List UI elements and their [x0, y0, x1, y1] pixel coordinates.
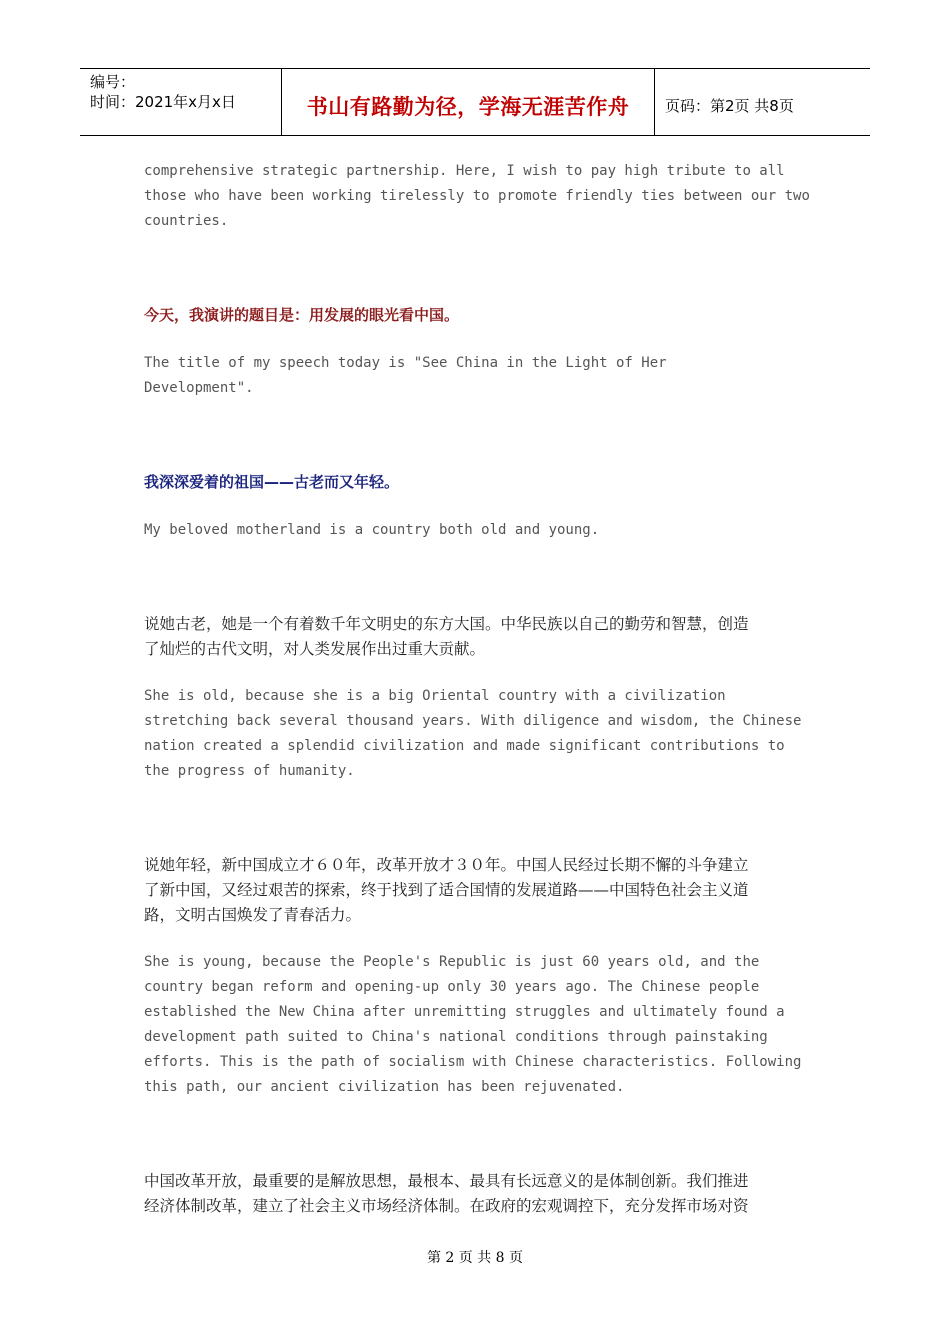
serial-number-label: 编号： [90, 73, 136, 91]
paragraph-en-1: comprehensive strategic partnership. Here, I wish to pay high tribute to all those who have been working tirelessly to promote friendly ties between our two countries. [144, 163, 810, 229]
paragraph-en-speech-title: The title of my speech today is "See China in the Light of Her Development". [144, 355, 667, 396]
paragraph-zh-reform: 中国改革开放，最重要的是解放思想，最根本、最具有长远意义的是体制创新。我们推进 经济体制改革，建立了社会主义市场经济体制。在政府的宏观调控下，充分发挥市场对资 [144, 1172, 749, 1215]
paragraph-zh-old: 说她古老，她是一个有着数千年文明史的东方大国。中华民族以自己的勤劳和智慧，创造 了灿烂的古代文明，对人类发展作出过重大贡献。 [144, 615, 749, 658]
heading-zh-speech-title: 今天，我演讲的题目是：用发展的眼光看中国。 [144, 306, 460, 324]
page-footer: 第 2 页 共 8 页 [426, 1250, 524, 1266]
header-motto-cell [281, 69, 655, 135]
paragraph-en-young: She is young, because the People's Republic is just 60 years old, and the country began reform and opening-up only 30 years ago. The Chinese people established the New China after unremitting struggles and ultimately found a development path suited to China's national conditions through painstaking efforts. This is the path of socialism with Chinese characteristics. Following this path, our ancient civilization has been rejuvenated. [144, 954, 802, 1095]
header-page-info: 页码：第2页 共8页 [665, 97, 794, 115]
header-page-cell [655, 69, 870, 135]
page-header [80, 68, 870, 136]
heading-zh-motherland: 我深深爱着的祖国——古老而又年轻。 [144, 473, 400, 491]
header-meta-cell [80, 69, 281, 135]
paragraph-en-old: She is old, because she is a big Oriental country with a civilization stretching back several thousand years. With diligence and wisdom, the Chinese nation created a splendid civilization and made significant contributions to the progress of humanity. [144, 688, 802, 779]
date-label: 时间：2021年x月x日 [90, 93, 236, 111]
paragraph-zh-young: 说她年轻，新中国成立才６０年，改革开放才３０年。中国人民经过长期不懈的斗争建立 了新中国，又经过艰苦的探索，终于找到了适合国情的发展道路——中国特色社会主义道 路，文明古国焕发了青春活力。 [144, 856, 749, 924]
header-motto: 书山有路勤为径，学海无涯苦作舟 [306, 95, 630, 119]
paragraph-en-motherland: My beloved motherland is a country both old and young. [144, 522, 600, 538]
